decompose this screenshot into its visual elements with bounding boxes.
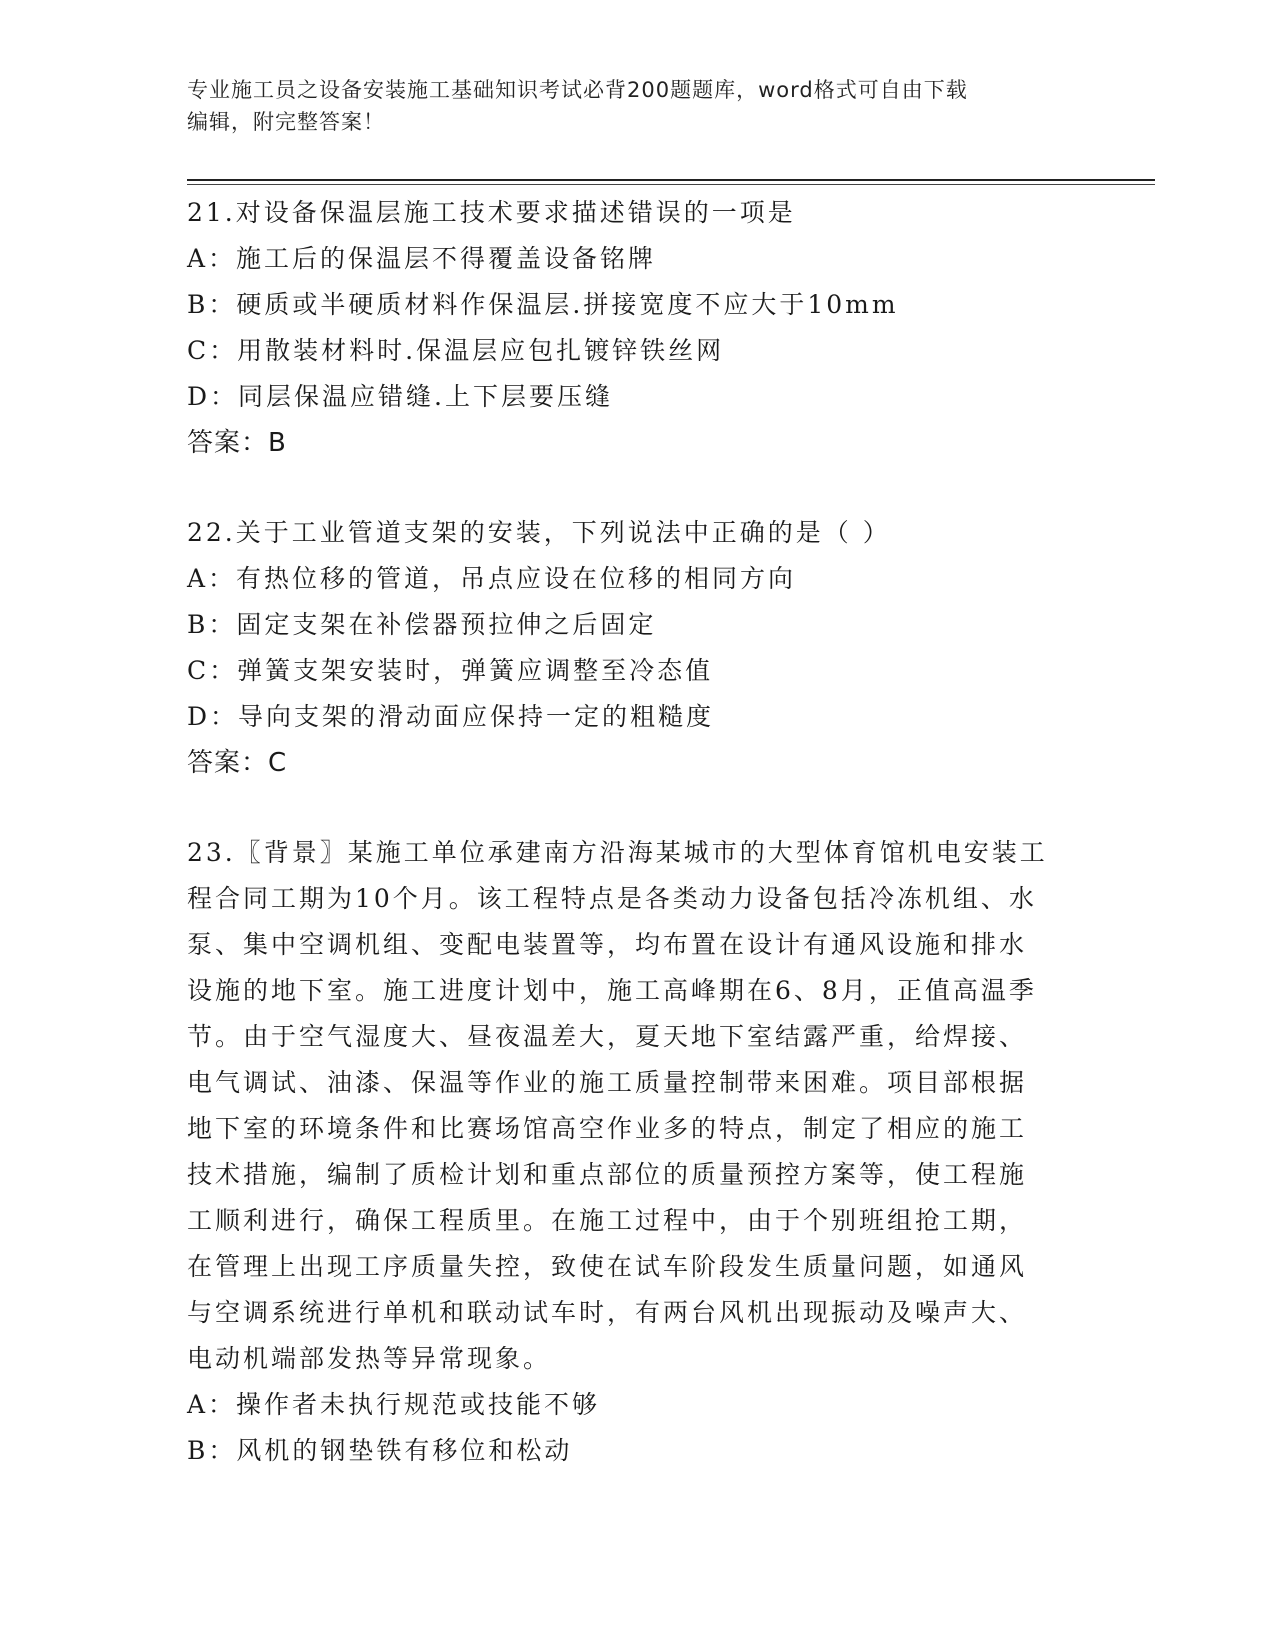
question-stem-line: 地下室的环境条件和比赛场馆高空作业多的特点，制定了相应的施工 bbox=[187, 1114, 1028, 1143]
question-stem-line: 技术措施，编制了质检计划和重点部位的质量预控方案等，使工程施 bbox=[187, 1160, 1028, 1189]
question-stem: 22.关于工业管道支架的安装，下列说法中正确的是（ ） bbox=[187, 518, 891, 547]
header-divider-thin bbox=[187, 184, 1155, 185]
question-stem-line: 节。由于空气湿度大、昼夜温差大，夏天地下室结露严重，给焊接、 bbox=[187, 1022, 1028, 1051]
question-23 bbox=[187, 830, 1087, 1474]
question-stem-line: 设施的地下室。施工进度计划中，施工高峰期在6、8月，正值高温季 bbox=[187, 976, 1037, 1005]
spacer bbox=[187, 466, 1087, 510]
question-22 bbox=[187, 510, 1087, 786]
option-c: C：用散装材料时.保温层应包扎镀锌铁丝网 bbox=[187, 336, 725, 365]
header-divider-thick bbox=[187, 179, 1155, 181]
option-d: D：同层保温应错缝.上下层要压缝 bbox=[187, 382, 613, 411]
option-a: A：有热位移的管道，吊点应设在位移的相同方向 bbox=[187, 564, 797, 593]
option-b: B：固定支架在补偿器预拉伸之后固定 bbox=[187, 610, 657, 639]
option-c: C：弹簧支架安装时，弹簧应调整至冷态值 bbox=[187, 656, 714, 685]
question-stem-line: 与空调系统进行单机和联动试车时，有两台风机出现振动及噪声大、 bbox=[187, 1298, 1028, 1327]
option-a: A：施工后的保温层不得覆盖设备铭牌 bbox=[187, 244, 657, 273]
question-stem-line: 程合同工期为10个月。该工程特点是各类动力设备包括冷冻机组、水 bbox=[187, 884, 1037, 913]
header-line-1: 专业施工员之设备安装施工基础知识考试必背200题题库，word格式可自由下载 bbox=[187, 78, 968, 102]
question-stem-line: 工顺利进行，确保工程质里。在施工过程中，由于个别班组抢工期， bbox=[187, 1206, 1028, 1235]
answer: 答案：B bbox=[187, 428, 287, 458]
header-line-2: 编辑，附完整答案！ bbox=[187, 110, 385, 134]
question-stem-line: 泵、集中空调机组、变配电装置等，均布置在设计有通风设施和排水 bbox=[187, 930, 1028, 959]
option-d: D：导向支架的滑动面应保持一定的粗糙度 bbox=[187, 702, 715, 731]
document-header bbox=[187, 74, 1087, 138]
option-a: A：操作者未执行规范或技能不够 bbox=[187, 1390, 601, 1419]
question-stem-line: 23.〖背景〗某施工单位承建南方沿海某城市的大型体育馆机电安装工 bbox=[187, 838, 1048, 867]
question-stem-line: 在管理上出现工序质量失控，致使在试车阶段发生质量问题，如通风 bbox=[187, 1252, 1028, 1281]
question-stem-line: 电动机端部发热等异常现象。 bbox=[187, 1344, 552, 1373]
question-21 bbox=[187, 190, 1087, 466]
question-list bbox=[187, 190, 1087, 1474]
question-stem-line: 电气调试、油漆、保温等作业的施工质量控制带来困难。项目部根据 bbox=[187, 1068, 1028, 1097]
option-b: B：硬质或半硬质材料作保温层.拼接宽度不应大于10mm bbox=[187, 290, 899, 319]
option-b: B：风机的钢垫铁有移位和松动 bbox=[187, 1436, 573, 1465]
spacer bbox=[187, 786, 1087, 830]
question-stem: 21.对设备保温层施工技术要求描述错误的一项是 bbox=[187, 198, 796, 227]
answer: 答案：C bbox=[187, 748, 288, 778]
